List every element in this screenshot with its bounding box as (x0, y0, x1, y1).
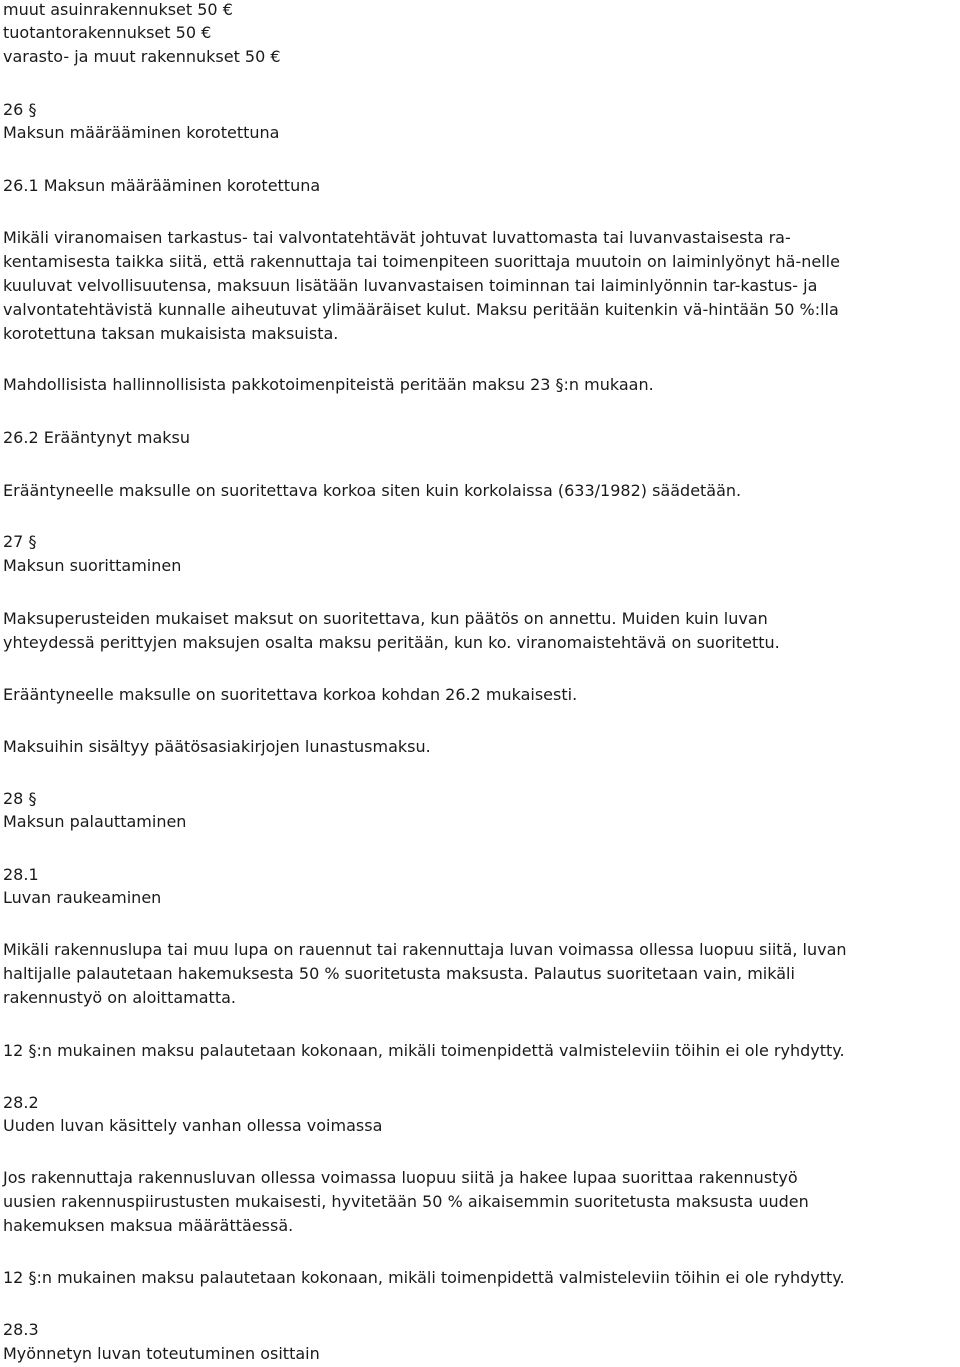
paragraph-line: Mahdollisista hallinnollisista pakkotoimenpiteistä peritään maksu 23 §:n mukaan. (3, 375, 654, 394)
subsection-number: 28.1 (3, 865, 39, 884)
section-heading: Maksun palauttaminen (3, 812, 187, 831)
section-number: 26 § (3, 100, 37, 119)
subsection-heading: Luvan raukeaminen (3, 888, 162, 907)
paragraph-line: Maksuperusteiden mukaiset maksut on suoritettava, kun päätös on annettu. Muiden kuin luvan (3, 609, 768, 628)
paragraph-line: Maksuihin sisältyy päätösasiakirjojen lunastusmaksu. (3, 737, 431, 756)
section-heading: Maksun suorittaminen (3, 556, 182, 575)
fee-line: tuotantorakennukset 50 € (3, 23, 212, 42)
fee-line: muut asuinrakennukset 50 € (3, 0, 233, 19)
paragraph-line: kuuluvat velvollisuutensa, maksuun lisätään luvanvastaisen toiminnan tai laiminlyönnin tar-kastus- ja (3, 276, 818, 295)
paragraph-line: Mikäli viranomaisen tarkastus- tai valvontatehtävät johtuvat luvattomasta tai luvanvastaisesta ra- (3, 228, 791, 247)
section-number: 27 § (3, 532, 37, 551)
section-number: 28 § (3, 789, 37, 808)
subsection-number: 28.2 (3, 1093, 39, 1112)
paragraph-line: 12 §:n mukainen maksu palautetaan kokonaan, mikäli toimenpidettä valmisteleviin töihin ei ole ryhdytty. (3, 1268, 845, 1287)
paragraph-line: yhteydessä perittyjen maksujen osalta maksu peritään, kun ko. viranomaistehtävä on suoritettu. (3, 633, 780, 652)
paragraph-line: Mikäli rakennuslupa tai muu lupa on rauennut tai rakennuttaja luvan voimassa ollessa luopuu siitä, luvan (3, 940, 847, 959)
subsection-heading: Myönnetyn luvan toteutuminen osittain (3, 1344, 320, 1363)
paragraph-line: rakennustyö on aloittamatta. (3, 988, 236, 1007)
subsection-heading: 26.1 Maksun määrääminen korotettuna (3, 176, 321, 195)
paragraph-line: 12 §:n mukainen maksu palautetaan kokonaan, mikäli toimenpidettä valmisteleviin töihin ei ole ryhdytty. (3, 1041, 845, 1060)
paragraph-line: haltijalle palautetaan hakemuksesta 50 % suoritetusta maksusta. Palautus suoritetaan vain, mikäli (3, 964, 795, 983)
subsection-heading: Uuden luvan käsittely vanhan ollessa voimassa (3, 1116, 383, 1135)
paragraph-line: hakemuksen maksua määrättäessä. (3, 1216, 294, 1235)
subsection-heading: 26.2 Erääntynyt maksu (3, 428, 190, 447)
paragraph-line: Jos rakennuttaja rakennusluvan ollessa voimassa luopuu siitä ja hakee lupaa suorittaa rakennustyö (3, 1168, 798, 1187)
paragraph-line: valvontatehtävistä kunnalle aiheutuvat ylimääräiset kulut. Maksu peritään kuitenkin vä-hintään 50 %:lla (3, 300, 839, 319)
fee-line: varasto- ja muut rakennukset 50 € (3, 47, 281, 66)
paragraph-line: korotettuna taksan mukaisista maksuista. (3, 324, 339, 343)
section-heading: Maksun määrääminen korotettuna (3, 123, 280, 142)
subsection-number: 28.3 (3, 1320, 39, 1339)
paragraph-line: uusien rakennuspiirustusten mukaisesti, hyvitetään 50 % aikaisemmin suoritetusta maksusta uuden (3, 1192, 809, 1211)
paragraph-line: Erääntyneelle maksulle on suoritettava korkoa kohdan 26.2 mukaisesti. (3, 685, 578, 704)
paragraph-line: Erääntyneelle maksulle on suoritettava korkoa siten kuin korkolaissa (633/1982) säädetään. (3, 481, 742, 500)
paragraph-line: kentamisesta taikka siitä, että rakennuttaja tai toimenpiteen suorittaja muutoin on laiminlyönyt hä-nelle (3, 252, 840, 271)
